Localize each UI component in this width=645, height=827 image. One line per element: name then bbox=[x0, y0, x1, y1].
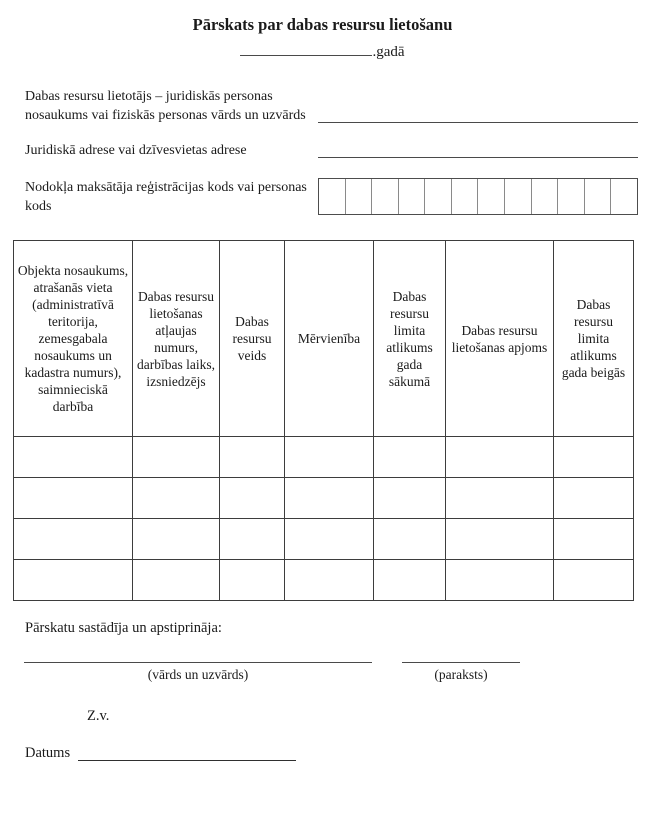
table-cell[interactable] bbox=[374, 478, 446, 519]
paraksts-signature-block bbox=[402, 662, 520, 683]
table-cell[interactable] bbox=[133, 560, 220, 601]
header-fields bbox=[25, 87, 638, 216]
paraksts-signature-line[interactable] bbox=[402, 662, 520, 663]
table-cell[interactable] bbox=[220, 437, 285, 478]
table-row bbox=[14, 519, 634, 560]
registration-code-box[interactable] bbox=[478, 179, 505, 214]
table-cell[interactable] bbox=[285, 478, 374, 519]
date-input-line[interactable] bbox=[78, 760, 296, 761]
field-registration-code bbox=[25, 178, 638, 216]
table-cell[interactable] bbox=[220, 519, 285, 560]
table-header-cell: Dabas resursu lietošanas atļaujas numurs, darbības laiks, izsniedzējs bbox=[133, 241, 220, 437]
table-cell[interactable] bbox=[133, 437, 220, 478]
table-cell[interactable] bbox=[220, 478, 285, 519]
table-header-cell: Dabas resursu lietošanas apjoms bbox=[446, 241, 554, 437]
table-cell[interactable] bbox=[285, 560, 374, 601]
table-header-row bbox=[14, 241, 634, 437]
year-line bbox=[0, 41, 645, 61]
registration-code-box[interactable] bbox=[372, 179, 399, 214]
table-cell[interactable] bbox=[554, 437, 634, 478]
table-cell[interactable] bbox=[446, 478, 554, 519]
registration-code-box[interactable] bbox=[346, 179, 373, 214]
resources-table-body bbox=[14, 437, 634, 601]
table-cell[interactable] bbox=[554, 519, 634, 560]
signature-row bbox=[24, 662, 645, 683]
year-blank-line[interactable] bbox=[240, 41, 372, 56]
user-name-label: Dabas resursu lietotājs – juridiskās personas nosaukums vai fiziskās personas vārds un uzvārds bbox=[25, 89, 306, 123]
table-cell[interactable] bbox=[14, 519, 133, 560]
table-cell[interactable] bbox=[374, 560, 446, 601]
registration-code-box[interactable] bbox=[585, 179, 612, 214]
table-header-cell: Dabas resursu veids bbox=[220, 241, 285, 437]
name-caption: (vārds un uzvārds) bbox=[147, 667, 249, 682]
year-suffix-label: .gadā bbox=[372, 44, 405, 60]
name-signature-line[interactable] bbox=[24, 662, 372, 663]
registration-code-box[interactable] bbox=[319, 179, 346, 214]
registration-code-boxes bbox=[318, 178, 638, 215]
table-cell[interactable] bbox=[14, 560, 133, 601]
table-header-cell: Objekta nosaukums, atrašanās vieta (administratīvā teritorija, zemesgabala nosaukums un kadastra numurs), saimnieciskā darbība bbox=[14, 241, 133, 437]
field-address bbox=[25, 141, 638, 160]
registration-code-box[interactable] bbox=[399, 179, 426, 214]
table-cell[interactable] bbox=[14, 437, 133, 478]
address-input-line[interactable] bbox=[318, 157, 638, 158]
table-header-cell: Mērvienība bbox=[285, 241, 374, 437]
table-cell[interactable] bbox=[446, 560, 554, 601]
address-label: Juridiskā adrese vai dzīvesvietas adrese bbox=[25, 143, 247, 158]
registration-code-box[interactable] bbox=[532, 179, 559, 214]
date-field bbox=[25, 744, 645, 763]
table-cell[interactable] bbox=[285, 519, 374, 560]
table-cell[interactable] bbox=[133, 478, 220, 519]
resources-table-header bbox=[14, 241, 634, 437]
table-cell[interactable] bbox=[374, 519, 446, 560]
table-cell[interactable] bbox=[14, 478, 133, 519]
table-cell[interactable] bbox=[554, 560, 634, 601]
user-name-input-line[interactable] bbox=[318, 122, 638, 123]
table-row bbox=[14, 560, 634, 601]
table-row bbox=[14, 437, 634, 478]
table-cell[interactable] bbox=[285, 437, 374, 478]
table-header-cell: Dabas resursu limita atlikums gada sākumā bbox=[374, 241, 446, 437]
name-signature-block bbox=[24, 662, 372, 683]
registration-code-box[interactable] bbox=[425, 179, 452, 214]
table-cell[interactable] bbox=[374, 437, 446, 478]
table-cell[interactable] bbox=[446, 519, 554, 560]
date-label: Datums bbox=[25, 745, 71, 761]
seal-placeholder-label: Z.v. bbox=[87, 708, 110, 724]
table-row bbox=[14, 478, 634, 519]
registration-code-box[interactable] bbox=[452, 179, 479, 214]
registration-code-box[interactable] bbox=[611, 179, 637, 214]
table-cell[interactable] bbox=[554, 478, 634, 519]
resources-table bbox=[13, 240, 634, 601]
signature-heading: Pārskatu sastādīja un apstiprināja: bbox=[25, 620, 222, 636]
page-title: Pārskats par dabas resursu lietošanu bbox=[192, 15, 453, 34]
registration-code-box[interactable] bbox=[505, 179, 532, 214]
field-user-name bbox=[25, 87, 638, 125]
table-cell[interactable] bbox=[446, 437, 554, 478]
table-cell[interactable] bbox=[133, 519, 220, 560]
paraksts-caption: (paraksts) bbox=[434, 667, 488, 682]
registration-code-label: Nodokļa maksātāja reģistrācijas kods vai personas kods bbox=[25, 180, 307, 214]
registration-code-box[interactable] bbox=[558, 179, 585, 214]
table-cell[interactable] bbox=[220, 560, 285, 601]
table-header-cell: Dabas resursu limita atlikums gada beigās bbox=[554, 241, 634, 437]
